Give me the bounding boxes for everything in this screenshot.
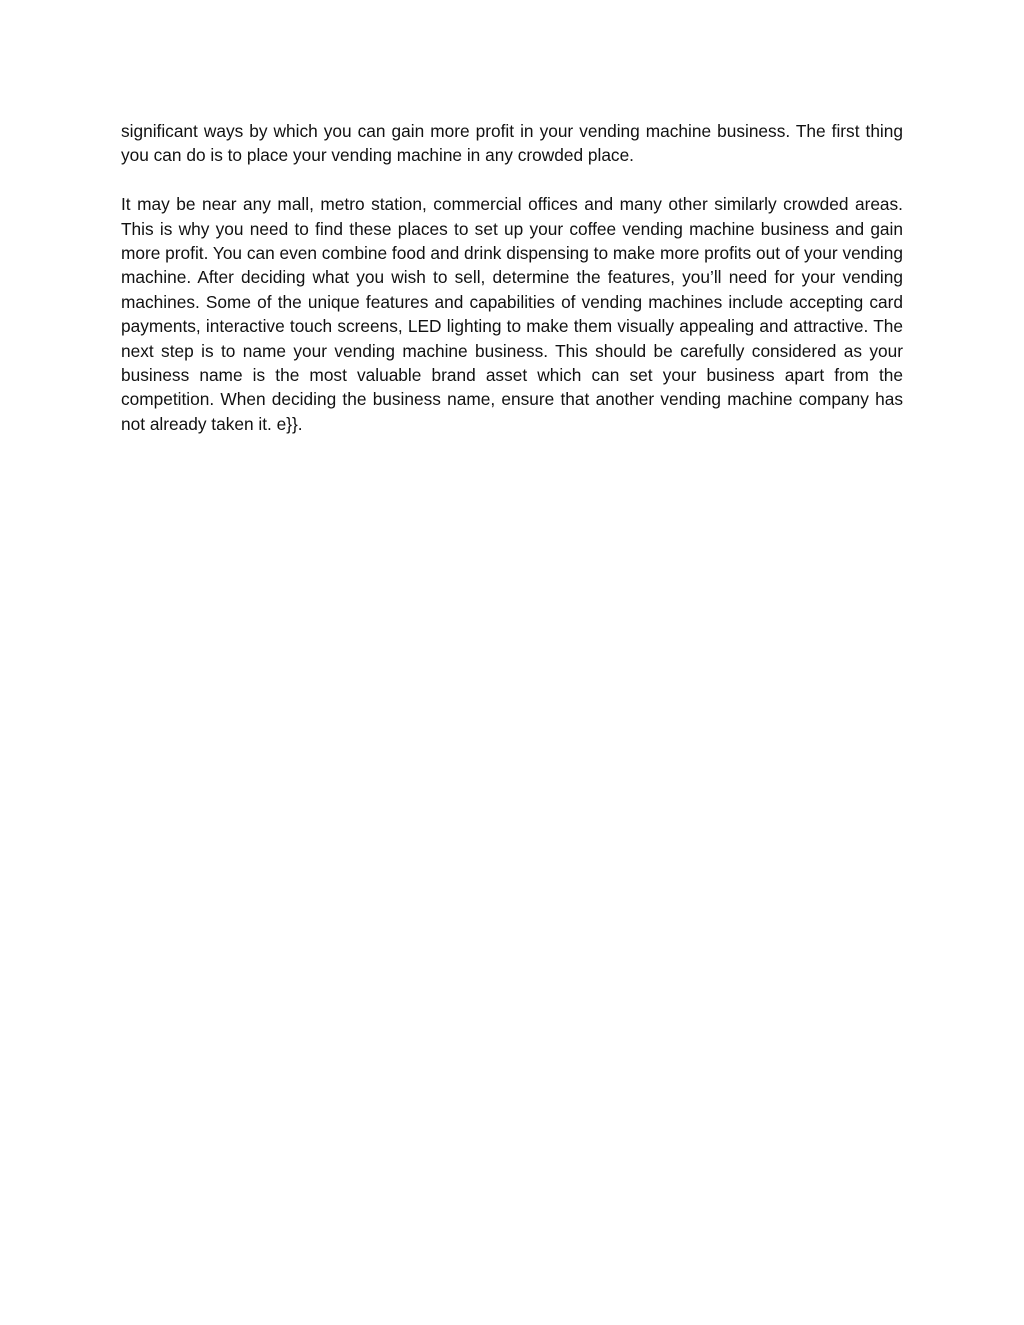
document-body <box>121 119 903 436</box>
paragraph-1: significant ways by which you can gain more profit in your vending machine business. The first thing you can do is to place your vending machine in any crowded place. <box>121 121 903 166</box>
paragraph-2: It may be near any mall, metro station, commercial offices and many other similarly crowded areas. This is why you need to find these places to set up your coffee vending machine business and gain more profit. You can even combine food and drink dispensing to make more profits out of your vending machine. After deciding what you wish to sell, determine the features, you’ll need for your vending machines. Some of the unique features and capabilities of vending machines include accepting card payments, interactive touch screens, LED lighting to make them visually appealing and attractive. The next step is to name your vending machine business. This should be carefully considered as your business name is the most valuable brand asset which can set your business apart from the competition. When deciding the business name, ensure that another vending machine company has not already taken it. e}}. <box>121 194 903 434</box>
